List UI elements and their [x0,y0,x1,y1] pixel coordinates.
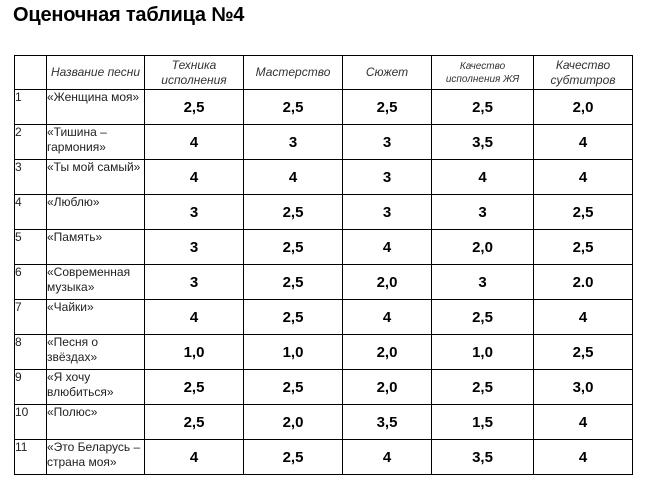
row-number: 11 [15,440,47,475]
row-number: 4 [15,195,47,230]
technique-score: 3 [145,230,244,265]
mastery-score: 2,5 [244,370,343,405]
table-row [15,405,633,440]
sign-language-score: 3 [432,265,534,300]
row-number: 2 [15,125,47,160]
row-number: 6 [15,265,47,300]
technique-score: 4 [145,160,244,195]
subtitle-score: 4 [534,160,633,195]
plot-score: 3 [343,160,432,195]
table-row [15,265,633,300]
plot-score: 4 [343,230,432,265]
plot-score: 2,0 [343,370,432,405]
mastery-score: 2,5 [244,230,343,265]
subtitle-score: 4 [534,405,633,440]
technique-score: 1,0 [145,335,244,370]
mastery-score: 1,0 [244,335,343,370]
sign-language-score: 3 [432,195,534,230]
plot-score: 2,5 [343,90,432,125]
subtitle-score: 2,5 [534,195,633,230]
mastery-score: 2,5 [244,195,343,230]
technique-score: 2,5 [145,370,244,405]
sign-language-score: 2,5 [432,300,534,335]
score-table [14,55,633,475]
table-body [15,90,633,475]
subtitle-score: 2.0 [534,265,633,300]
plot-score: 4 [343,440,432,475]
subtitle-score: 4 [534,300,633,335]
table-row [15,335,633,370]
technique-score: 2,5 [145,90,244,125]
header-song-name: Название песни [47,56,145,90]
header-sign-language-quality: Качество исполнения ЖЯ [432,56,534,90]
row-number: 3 [15,160,47,195]
sign-language-score: 1,0 [432,335,534,370]
header-mastery: Мастерство [244,56,343,90]
row-number: 8 [15,335,47,370]
subtitle-score: 2,0 [534,90,633,125]
row-number: 9 [15,370,47,405]
subtitle-score: 2,5 [534,230,633,265]
technique-score: 4 [145,440,244,475]
song-name: «Память» [47,230,145,265]
song-name: «Это Беларусь – страна моя» [47,440,145,475]
sign-language-score: 2,5 [432,90,534,125]
song-name: «Ты мой самый» [47,160,145,195]
row-number: 1 [15,90,47,125]
plot-score: 3,5 [343,405,432,440]
song-name: «Тишина – гармония» [47,125,145,160]
table-row [15,300,633,335]
sign-language-score: 4 [432,160,534,195]
mastery-score: 2,0 [244,405,343,440]
song-name: «Песня о звёздах» [47,335,145,370]
header-technique: Техника исполнения [145,56,244,90]
plot-score: 2,0 [343,335,432,370]
table-row [15,230,633,265]
plot-score: 3 [343,195,432,230]
mastery-score: 4 [244,160,343,195]
sign-language-score: 2,0 [432,230,534,265]
header-num [15,56,47,90]
table-row [15,125,633,160]
subtitle-score: 2,5 [534,335,633,370]
sign-language-score: 1,5 [432,405,534,440]
plot-score: 2,0 [343,265,432,300]
mastery-score: 2,5 [244,90,343,125]
technique-score: 4 [145,125,244,160]
mastery-score: 2,5 [244,300,343,335]
song-name: «Современная музыка» [47,265,145,300]
header-plot: Сюжет [343,56,432,90]
page-title: Оценочная таблица №4 [13,4,245,26]
header-subtitle-quality: Качество субтитров [534,56,633,90]
table-row [15,440,633,475]
song-name: «Люблю» [47,195,145,230]
subtitle-score: 4 [534,440,633,475]
sign-language-score: 2,5 [432,370,534,405]
song-name: «Чайки» [47,300,145,335]
table-row [15,195,633,230]
table-row [15,160,633,195]
sign-language-score: 3,5 [432,440,534,475]
song-name: «Я хочу влюбиться» [47,370,145,405]
table-row [15,90,633,125]
subtitle-score: 3,0 [534,370,633,405]
mastery-score: 2,5 [244,265,343,300]
row-number: 10 [15,405,47,440]
technique-score: 4 [145,300,244,335]
song-name: «Полюс» [47,405,145,440]
plot-score: 3 [343,125,432,160]
technique-score: 3 [145,195,244,230]
row-number: 7 [15,300,47,335]
sign-language-score: 3,5 [432,125,534,160]
technique-score: 3 [145,265,244,300]
plot-score: 4 [343,300,432,335]
row-number: 5 [15,230,47,265]
header-row [15,56,633,90]
song-name: «Женщина моя» [47,90,145,125]
mastery-score: 3 [244,125,343,160]
table-row [15,370,633,405]
subtitle-score: 4 [534,125,633,160]
technique-score: 2,5 [145,405,244,440]
mastery-score: 2,5 [244,440,343,475]
